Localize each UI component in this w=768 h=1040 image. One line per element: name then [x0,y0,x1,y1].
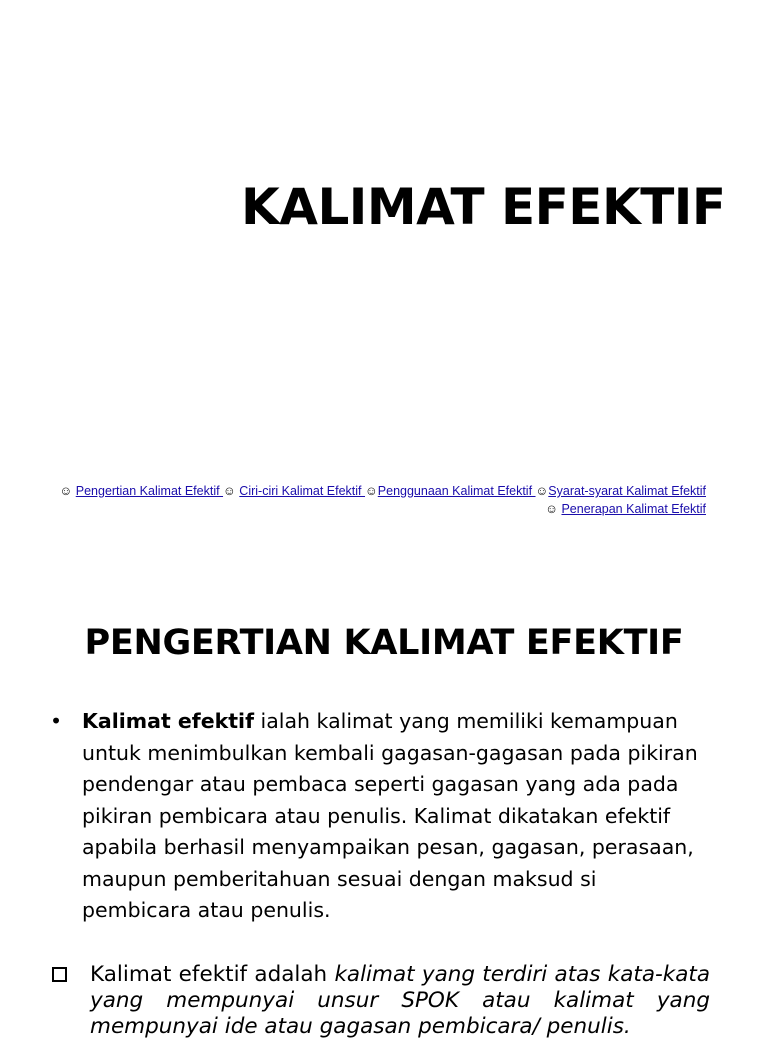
link-pengertian[interactable]: Pengertian Kalimat Efektif [75,484,224,498]
bullet-paragraph [50,706,710,927]
link-ciri-ciri[interactable]: Ciri-ciri Kalimat Efektif [239,484,366,498]
bullet-dot-icon: • [50,709,63,733]
link-penerapan[interactable]: Penerapan Kalimat Efektif [561,502,706,516]
bullet-text [82,706,710,927]
slide-title: KALIMAT EFEKTIF [241,178,726,236]
link-penggunaan[interactable]: Penggunaan Kalimat Efektif [377,484,536,498]
definition-text [90,962,710,1040]
topic-nav [40,482,706,518]
definition-paragraph [52,962,710,1040]
smiley-icon: ☺ [535,484,549,498]
definition-lead: Kalimat efektif adalah [90,962,335,987]
section-title: PENGERTIAN KALIMAT EFEKTIF [84,623,684,663]
link-syarat[interactable]: Syarat-syarat Kalimat Efektif [548,484,706,498]
definition-italic: kalimat yang terdiri atas kata-kata yang mempunyai unsur SPOK atau kalimat yang mempunyai ide atau gagasan pembicara/ penulis. [90,962,710,1039]
bullet-body: ialah kalimat yang memiliki kemampuan untuk menimbulkan kembali gagasan-gagasan pada pikiran pendengar atau pembaca seperti gagasan yang ada pada pikiran pembicara atau penulis. Kalimat dikatakan efektif apabila berhasil menyampaikan pesan, gagasan, perasaan, maupun pemberitahuan sesuai dengan maksud si pembicara atau penulis. [82,709,698,922]
smiley-icon: ☺ [365,484,378,498]
bullet-term: Kalimat efektif [82,709,255,733]
smiley-icon: ☺ [59,484,73,498]
smiley-icon: ☺ [223,484,236,498]
checkbox-bullet-icon [52,967,67,982]
smiley-icon: ☺ [545,502,558,516]
